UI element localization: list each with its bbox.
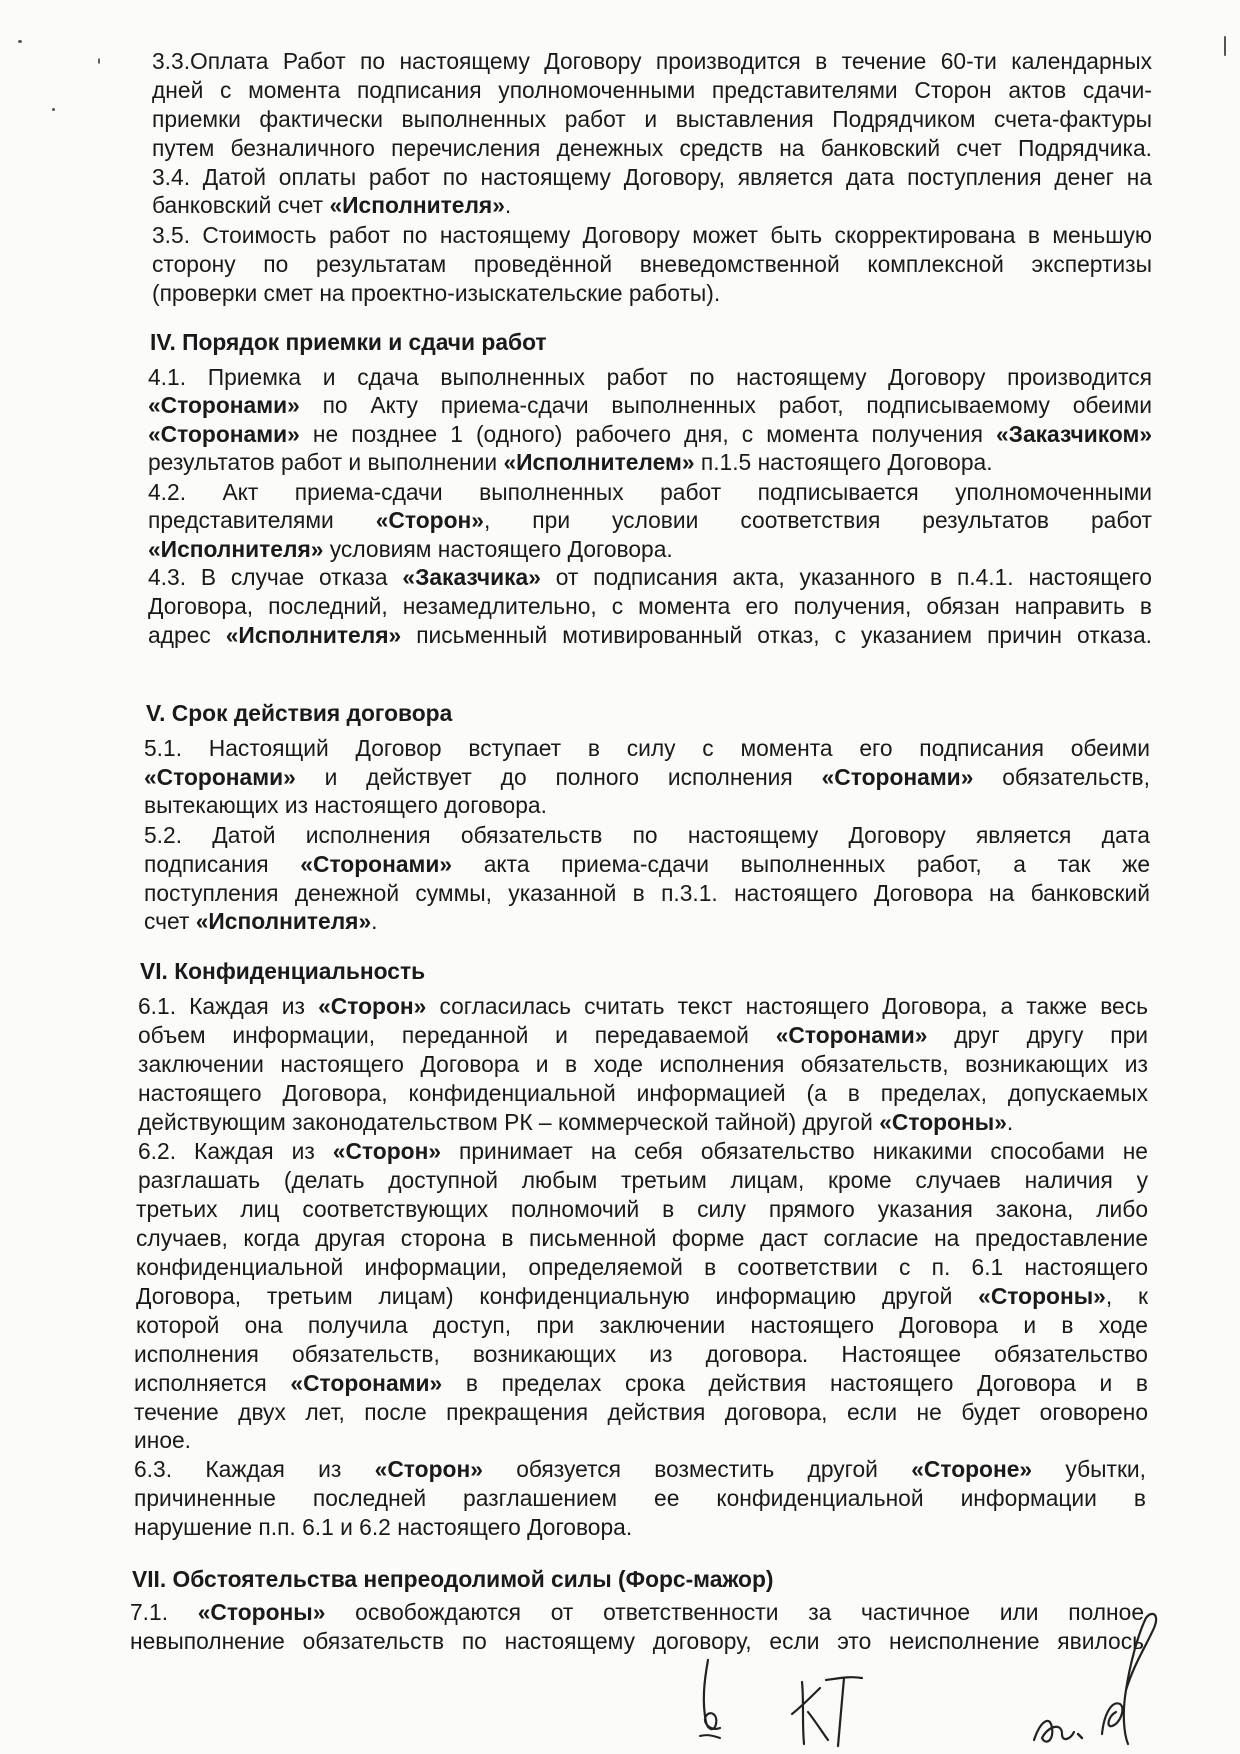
- text-line: 3.5. Стоимость работ по настоящему Договору может быть скорректирована в меньшую: [152, 222, 1152, 248]
- text-run: действующим законодательством РК – коммерческой тайной) другой: [138, 1109, 880, 1135]
- text-line: 3.4. Датой оплаты работ по настоящему Договору, является дата поступления денег на: [152, 164, 1152, 190]
- party-name: «Стороны»: [197, 1599, 326, 1625]
- text-line: конфиденциальной информации, определяемой в соответствии с п. 6.1 настоящего: [136, 1254, 1148, 1280]
- text-run: и действует до полного исполнения: [295, 764, 822, 790]
- text-line: причиненные последней разглашением ее конфиденциальной информации в: [134, 1485, 1146, 1511]
- text-run: , при условии соответствия результатов работ: [483, 507, 1152, 533]
- text-run: по Акту приема-сдачи выполненных работ, подписываемому обеими: [299, 392, 1152, 418]
- text-line: иное.: [134, 1427, 192, 1453]
- party-name: «Исполнителя»: [148, 536, 324, 562]
- text-line: (проверки смет на проектно-изыскательские работы).: [152, 280, 721, 306]
- text-line: сторону по результатам проведённой вневедомственной комплексной экспертизы: [152, 251, 1152, 277]
- text-run: убытки,: [1032, 1456, 1146, 1482]
- text-line: [148, 538, 673, 561]
- text-line: течение двух лет, после прекращения действия договора, если не будет оговорено: [134, 1399, 1148, 1425]
- party-name: «Сторонами»: [148, 392, 300, 418]
- text-line: [144, 910, 378, 933]
- text-line: [138, 1140, 1148, 1163]
- text-line: исполнения обязательств, возникающих из договора. Настоящее обязательство: [134, 1341, 1148, 1367]
- text-line: поступления денежной суммы, указанной в п.3.1. настоящего Договора на банковский: [144, 880, 1150, 906]
- text-line: [138, 1111, 1013, 1134]
- text-line: [136, 1285, 1148, 1308]
- text-line: [134, 1372, 1148, 1395]
- section-heading: VII. Обстоятельства непреодолимой силы (Форс-мажор): [132, 1566, 774, 1592]
- text-run: письменный мотивированный отказ, с указанием причин отказа.: [401, 622, 1153, 648]
- text-line: [134, 1458, 1146, 1481]
- text-line: вытекающих из настоящего договора.: [144, 792, 547, 818]
- text-run: друг другу при: [927, 1022, 1148, 1048]
- party-name: «Сторонами»: [144, 764, 296, 790]
- text-run: принимает на себя обязательство никакими способами не: [441, 1138, 1148, 1164]
- signature-3: [1028, 1604, 1178, 1750]
- section-heading: VI. Конфиденциальность: [140, 958, 426, 984]
- text-run: исполняется: [134, 1370, 291, 1396]
- text-run: представителями: [148, 507, 376, 533]
- text-run: 7.1.: [130, 1599, 198, 1625]
- party-name: «Сторон»: [318, 993, 427, 1019]
- text-run: .: [504, 192, 512, 218]
- text-line: [148, 509, 1152, 532]
- section-heading: IV. Порядок приемки и сдачи работ: [150, 329, 547, 355]
- text-line: [130, 1601, 1144, 1624]
- text-line: 4.1. Приемка и сдача выполненных работ по настоящему Договору производится: [148, 364, 1152, 390]
- text-run: обязательств,: [973, 764, 1150, 790]
- text-line: [152, 194, 511, 217]
- text-line: [148, 451, 993, 474]
- text-line: [138, 995, 1148, 1018]
- text-line: 5.1. Настоящий Договор вступает в силу с момента его подписания обеими: [144, 735, 1150, 761]
- text-run: от подписания акта, указанного в п.4.1. настоящего: [540, 564, 1152, 590]
- text-run: акта приема-сдачи выполненных работ, а так же: [452, 851, 1151, 877]
- party-name: «Сторон»: [332, 1138, 442, 1164]
- text-line: [138, 1024, 1148, 1047]
- party-name: «Исполнителя»: [225, 622, 402, 648]
- text-run: объем информации, переданной и передаваемой: [138, 1022, 776, 1048]
- text-run: в пределах срока действия настоящего Договора и в: [442, 1370, 1149, 1396]
- party-name: «Стороны»: [978, 1283, 1106, 1309]
- scan-speck: [98, 58, 100, 64]
- party-name: «Исполнителя»: [329, 192, 505, 218]
- party-name: «Сторонами»: [148, 421, 300, 447]
- text-run: 6.3. Каждая из: [134, 1456, 375, 1482]
- party-name: «Сторонами»: [775, 1022, 928, 1048]
- text-run: обязуется возместить другой: [482, 1456, 912, 1482]
- scan-speck: [18, 40, 22, 43]
- text-run: , к: [1105, 1283, 1148, 1309]
- scan-speck: [1224, 36, 1226, 56]
- text-line: 4.2. Акт приема-сдачи выполненных работ подписывается уполномоченными: [148, 479, 1152, 505]
- party-name: «Заказчиком»: [996, 421, 1152, 447]
- text-line: дней с момента подписания уполномоченными представителями Сторон актов сдачи-: [152, 77, 1152, 103]
- text-line: третьих лиц соответствующих полномочий в силу прямого указания закона, либо: [136, 1196, 1148, 1222]
- text-line: случаев, когда другая сторона в письменной форме даст согласие на предоставление: [136, 1225, 1148, 1251]
- party-name: «Исполнителя»: [195, 908, 372, 934]
- text-line: [144, 766, 1150, 789]
- party-name: «Сторонами»: [300, 851, 453, 877]
- text-line: Договора, последний, незамедлительно, с момента его получения, обязан направить в: [148, 593, 1152, 619]
- text-line: [148, 624, 1152, 647]
- text-line: 3.3.Оплата Работ по настоящему Договору производится в течение 60-ти календарных: [152, 48, 1152, 74]
- text-line: 5.2. Датой исполнения обязательств по настоящему Договору является дата: [144, 822, 1150, 848]
- text-run: освобождаются от ответственности за частичное или полное: [325, 1599, 1144, 1625]
- text-run: .: [371, 908, 378, 934]
- text-line: приемки фактически выполненных работ и выставления Подрядчиком счета-фактуры: [152, 106, 1152, 132]
- text-line: разглашать (делать доступной любым третьим лицам, кроме случаев наличия у: [138, 1167, 1148, 1193]
- party-name: «Сторон»: [375, 507, 484, 533]
- text-line: настоящего Договора, конфиденциальной информацией (а в пределах, допускаемых: [138, 1080, 1148, 1106]
- party-name: «Сторон»: [374, 1456, 483, 1482]
- text-run: подписания: [144, 851, 301, 877]
- party-name: «Стороне»: [911, 1456, 1033, 1482]
- text-run: 4.3. В случае отказа: [148, 564, 403, 590]
- section-heading: V. Срок действия договора: [146, 700, 453, 726]
- text-line: заключении настоящего Договора и в ходе исполнения обязательств, возникающих из: [138, 1051, 1148, 1077]
- text-line: нарушение п.п. 6.1 и 6.2 настоящего Договора.: [134, 1514, 633, 1540]
- text-line: [148, 423, 1152, 446]
- party-name: «Заказчика»: [402, 564, 541, 590]
- party-name: «Исполнителем»: [503, 449, 695, 475]
- party-name: «Сторонами»: [821, 764, 974, 790]
- text-line: которой она получила доступ, при заключении настоящего Договора и в ходе: [136, 1312, 1148, 1338]
- text-line: [144, 853, 1150, 876]
- text-run: банковский счет: [152, 192, 330, 218]
- party-name: «Стороны»: [879, 1109, 1007, 1135]
- text-run: условиям настоящего Договора.: [323, 536, 673, 562]
- text-run: не позднее 1 (одного) рабочего дня, с момента получения: [299, 421, 996, 447]
- text-line: [148, 394, 1152, 417]
- text-run: адрес: [148, 622, 226, 648]
- text-run: 6.2. Каждая из: [138, 1138, 333, 1164]
- signature-initials-2: [788, 1662, 868, 1752]
- scan-speck: [52, 108, 55, 111]
- text-run: 6.1. Каждая из: [138, 993, 319, 1019]
- text-run: .: [1006, 1109, 1014, 1135]
- text-run: п.1.5 настоящего Договора.: [694, 449, 993, 475]
- text-run: счет: [144, 908, 196, 934]
- text-line: [148, 566, 1152, 589]
- text-line: невыполнение обязательств по настоящему договору, если это неисполнение явилось: [130, 1628, 1144, 1654]
- signature-initials-1: [680, 1652, 740, 1742]
- party-name: «Сторонами»: [290, 1370, 443, 1396]
- text-line: путем безналичного перечисления денежных средств на банковский счет Подрядчика.: [152, 135, 1152, 161]
- text-run: результатов работ и выполнении: [148, 449, 504, 475]
- text-run: Договора, третьим лицам) конфиденциальную информацию другой: [136, 1283, 979, 1309]
- text-run: согласилась считать текст настоящего Договора, а также весь: [426, 993, 1148, 1019]
